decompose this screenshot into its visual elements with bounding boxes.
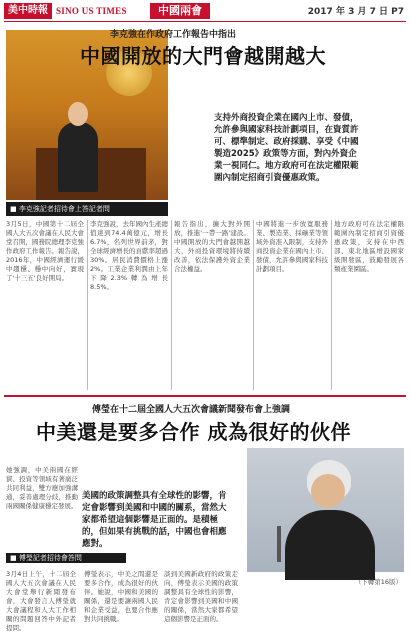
speaker-face xyxy=(311,474,345,508)
speaker-face xyxy=(68,102,88,126)
spokeswoman-photo xyxy=(247,448,404,572)
story2-headline: 中美還是要多合作 成為很好的伙伴 xyxy=(36,420,351,444)
story1-column-5: 地方政府可在法定權限範圍內制定招商引資優惠政策，支持在中西部、東北地區增設國家級開發區，鼓勵發展各類產業園區。 xyxy=(334,220,404,273)
brand-cn: 美中時報 xyxy=(4,3,52,19)
continued-note: （下轉第16版） xyxy=(354,578,402,586)
speaker-shape xyxy=(58,122,98,192)
story2-pull-quote: 美國的政策調整具有全球性的影響，肯定會影響到美國和中國的關系，當然大家都希望這個影響是正面的。是積極的，但如果有挑戰的話，中國也會相應應對。 xyxy=(82,491,227,549)
story1-column-2: 李克強說，去年國內生產總值達到74.4萬億元，增長6.7%，名列世界前茅，對全球經濟增長的貢獻率超過30%。居民消費價格上漲2%。工業企業利潤由上年下降2.3%轉為增長8.5%。 xyxy=(90,220,168,291)
header-divider xyxy=(4,21,406,22)
story2-subhead: 傅瑩在十二屆全國人大五次會議新聞發布會上強調 xyxy=(92,405,291,415)
story2-column-4: 她強調，中美兩國在經貿、投資等領域有著廣泛共同利益，雙方應加強溝通，妥善處理分歧，推動兩國關係健康穩定發展。 xyxy=(6,466,78,510)
column-rule xyxy=(331,220,332,390)
masthead-logo xyxy=(4,3,127,19)
story1-headline: 中國開放的大門會越開越大 xyxy=(80,44,326,68)
story1-column-4: 中國將進一步放寬服務業、製造業、採礦業等領域外資准入限制，支持外商投資企業在國內上市、發債，允許參與國家科技計劃項目。 xyxy=(256,220,328,273)
story1-column-1: 3月5日，中國第十二屆全國人大五次會議在人民大會堂召開，國務院總理李克強作政府工作報告。報告說，2016年，中國經濟運行緩中趨穩、穩中向好，實現了'十三五'良好開局。 xyxy=(6,220,84,282)
story1-pull-quote: 支持外商投資企業在國內上市、發債，允許參與國家科技計劃項目，在資質許可、標準制定、政府採購、享受《中國製造2025》政策等方面，對內外資企業一視同仁。地方政府可在法定權限範圍內制定招商引資優惠政策。 xyxy=(214,113,359,183)
microphone-shape xyxy=(277,526,281,562)
story2-column-3: 談到美國新政府的政策走向，傅瑩表示美國的政策調整具有全球性的影響，肯定會影響到美國和中國的關係，當然大家都希望這個影響是正面的。 xyxy=(164,570,238,623)
issue-date: 2017 年 3 月 7 日 P7 xyxy=(307,7,404,17)
photo-caption-1: ■ 李克強記者招待會上答記者問 xyxy=(6,202,168,216)
brand-en: SINO US TIMES xyxy=(56,6,127,16)
photo-caption-2: ■ 傅瑩記者招待會答問 xyxy=(6,553,126,563)
column-rule xyxy=(171,220,172,390)
column-rule xyxy=(253,220,254,390)
story1-subhead: 李克強在作政府工作報告中指出 xyxy=(110,30,237,40)
column-rule xyxy=(87,220,88,390)
page-header xyxy=(0,0,410,22)
story-divider xyxy=(4,395,406,397)
story2-column-2: 傅瑩表示，中美之間還是要多合作，成為很好的伙伴。她說，中國和美國的關係，還是要讓兩國人民和企業受益，也要合作應對共同挑戰。 xyxy=(84,570,158,623)
section-label: 中國兩會 xyxy=(150,3,210,19)
speaker-shape xyxy=(285,510,375,580)
story1-column-3: 報告指出，擴大對外開放，推進'一帶一路'建設。中國開放的大門會越開越大，外商投資環境將持續改善，依法保護外資企業合法權益。 xyxy=(174,220,250,273)
story2-column-1: 3月4日上午，十二屆全國人大五次會議在人民大會堂舉行新聞發布會，大會發言人傅瑩就大會議程和人大工作相關的問題回答中外記者提問。 xyxy=(6,570,76,632)
